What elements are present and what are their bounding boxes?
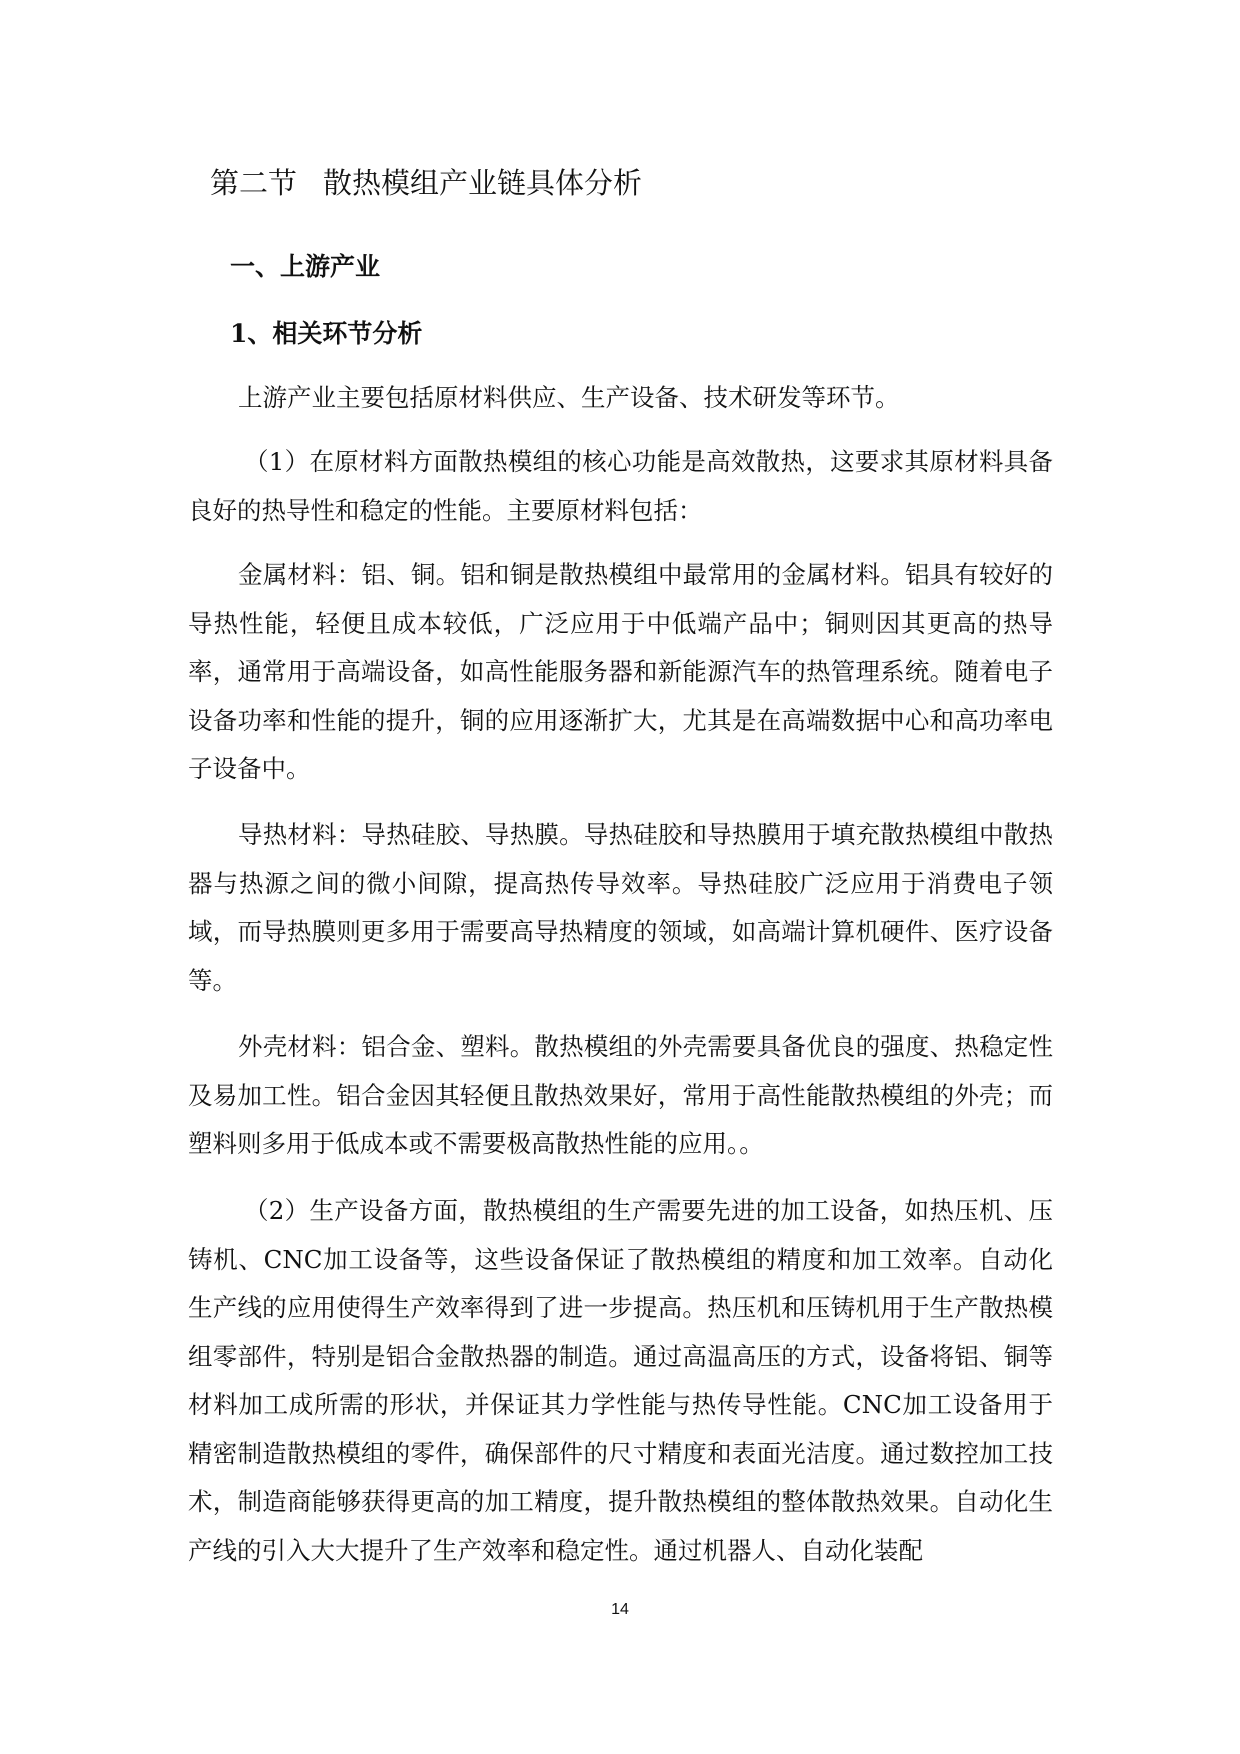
page-number: 14 bbox=[611, 1601, 629, 1618]
paragraph-metal-materials: 金属材料：铝、铜。铝和铜是散热模组中最常用的金属材料。铝具有较好的导热性能，轻便且成本较低，广泛应用于中低端产品中；铜则因其更高的热导率，通常用于高端设备，如高性能服务器和新能源汽车的热管理系统。随着电子设备功率和性能的提升，铜的应用逐渐扩大，尤其是在高端数据中心和高功率电子设备中。 bbox=[188, 560, 1053, 783]
paragraph-raw-materials-intro: （1）在原材料方面散热模组的核心功能是高效散热，这要求其原材料具备良好的热导性和稳定的性能。主要原材料包括： bbox=[188, 447, 1053, 525]
section-title-text: 散热模组产业链具体分析 bbox=[323, 166, 643, 200]
heading-related-links-analysis: 1、相关环节分析 bbox=[230, 319, 423, 348]
paragraph-production-equipment: （2）生产设备方面，散热模组的生产需要先进的加工设备，如热压机、压铸机、CNC加工设备等，这些设备保证了散热模组的精度和加工效率。自动化生产线的应用使得生产效率得到了进一步提高。热压机和压铸机用于生产散热模组零部件，特别是铝合金散热器的制造。通过高温高压的方式，设备将铝、铜等材料加工成所需的形状，并保证其力学性能与热传导性能。CNC加工设备用于精密制造散热模组的零件，确保部件的尺寸精度和表面光洁度。通过数控加工技术，制造商能够获得更高的加工精度，提升散热模组的整体散热效果。自动化生产线的引入大大提升了生产效率和稳定性。通过机器人、自动化装配 bbox=[188, 1196, 1053, 1565]
heading-upstream-industry: 一、上游产业 bbox=[230, 252, 381, 281]
paragraph-housing-materials: 外壳材料：铝合金、塑料。散热模组的外壳需要具备优良的强度、热稳定性及易加工性。铝合金因其轻便且散热效果好，常用于高性能散热模组的外壳；而塑料则多用于低成本或不需要极高散热性能的应用。。 bbox=[188, 1032, 1053, 1158]
section-title bbox=[210, 163, 642, 203]
paragraph-thermal-materials: 导热材料：导热硅胶、导热膜。导热硅胶和导热膜用于填充散热模组中散热器与热源之间的微小间隙，提高热传导效率。导热硅胶广泛应用于消费电子领域，而导热膜则更多用于需要高导热精度的领域，如高端计算机硬件、医疗设备等。 bbox=[188, 820, 1053, 995]
section-number: 第二节 bbox=[210, 166, 298, 200]
paragraph-upstream-overview: 上游产业主要包括原材料供应、生产设备、技术研发等环节。 bbox=[238, 383, 900, 412]
